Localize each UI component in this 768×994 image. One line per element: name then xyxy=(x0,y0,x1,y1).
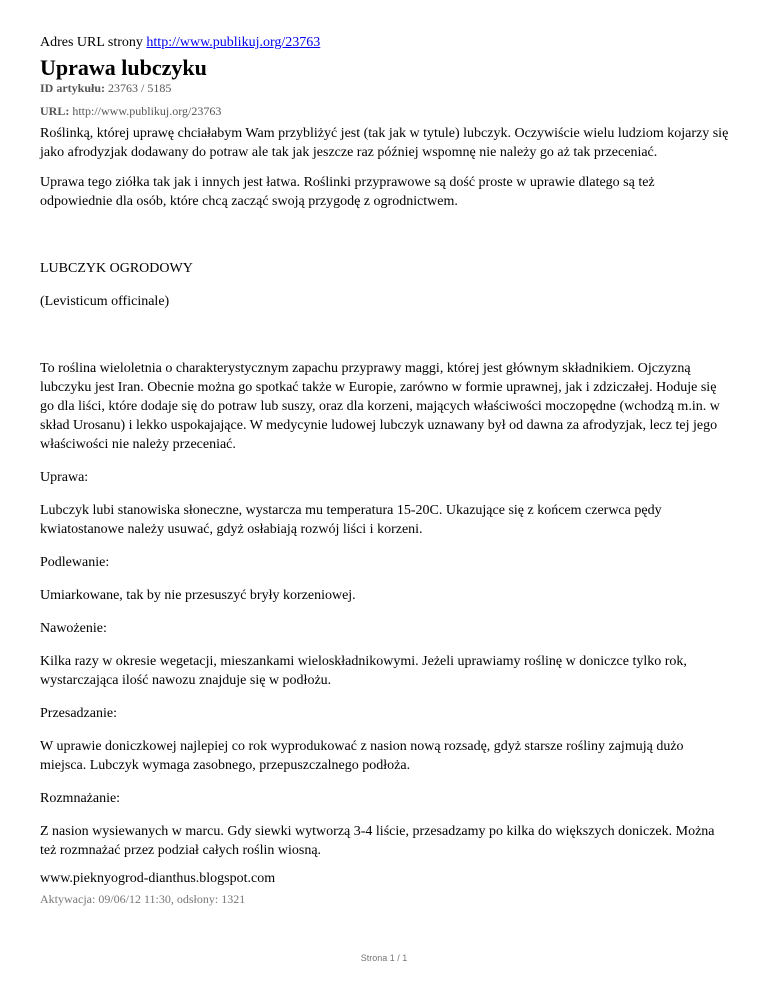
plant-heading: LUBCZYK OGRODOWY xyxy=(40,261,193,276)
section-label-rozmnazanie: Rozmnażanie: xyxy=(40,791,121,806)
section-text-podlewanie: Umiarkowane, tak by nie przesuszyć bryły korzeniowej. xyxy=(40,588,356,603)
article-title: Uprawa lubczyku xyxy=(40,55,207,80)
section-label-uprawa: Uprawa: xyxy=(40,470,89,485)
intro-paragraph: Roślinką, której uprawę chciałabym Wam przybliżyć jest (tak jak w tytule) lubczyk. Oczywiście wielu ludziom kojarzy się jako afrodyzjak dodawany do potraw ale tak jak jeszcze raz później wspomnę nie należy go aż tak przeceniać. xyxy=(40,126,729,160)
latin-name: (Levisticum officinale) xyxy=(40,294,170,309)
page-url-line xyxy=(40,35,320,51)
article-url-label: URL: xyxy=(40,104,70,118)
section-text-uprawa: Lubczyk lubi stanowiska słoneczne, wystarcza mu temperatura 15-20C. Ukazujące się z końcem czerwca pędy kwiatostanowe należy usuwać, gdyż osłabiają rozwój liści i korzeni. xyxy=(40,503,662,537)
section-text-nawozenie: Kilka razy w okresie wegetacji, mieszankami wieloskładnikowymi. Jeżeli uprawiamy roślinę w doniczce tylko rok, wystarczająca ilość nawozu znajduje się w podłożu. xyxy=(40,654,687,688)
article-body xyxy=(40,124,730,860)
section-label-podlewanie: Podlewanie: xyxy=(40,555,110,570)
section-text-przesadzanie: W uprawie doniczkowej najlepiej co rok wyprodukować z nasion nową rozsadę, gdyż starsze rośliny zajmują dużo miejsca. Lubczyk wymaga zasobnego, przepuszczalnego podłoża. xyxy=(40,739,684,773)
page-number: Strona 1 / 1 xyxy=(360,953,408,963)
section-label-przesadzanie: Przesadzanie: xyxy=(40,706,117,721)
article-id-label: ID artykułu: xyxy=(40,81,106,95)
article-id-value: 23763 / 5185 xyxy=(108,81,172,95)
article-url-value: http://www.publikuj.org/23763 xyxy=(72,104,222,118)
section-label-nawozenie: Nawożenie: xyxy=(40,621,107,636)
url-prefix: Adres URL strony xyxy=(40,35,143,50)
second-paragraph: Uprawa tego ziółka tak jak i innych jest łatwa. Roślinki przyprawowe są dość proste w uprawie dlatego są też odpowiednie dla osób, które chcą zacząć swoją przygodę z ogrodnictwem. xyxy=(40,175,655,209)
description-paragraph: To roślina wieloletnia o charakterystycznym zapachu przyprawy maggi, której jest głównym składnikiem. Ojczyzną lubczyku jest Iran. Obecnie można go spotkać także w Europie, zarówno w formie uprawnej, jak i zdziczałej. Hoduje się go dla liści, które dodaje się do potraw lub suszy, oraz dla korzeni, mających właściwości moczopędne (wchodzą m.in. w skład Urosanu) i lekko uspokajające. W medycynie ludowej lubczyk uznawany był od dawna za afrodyzjak, lecz tej jego właściwości nie należy przeceniać. xyxy=(40,361,720,452)
activation-info: Aktywacja: 09/06/12 11:30, odsłony: 1321 xyxy=(40,892,246,906)
section-text-rozmnazanie: Z nasion wysiewanych w marcu. Gdy siewki wytworzą 3-4 liście, przesadzamy po kilka do większych doniczek. Można też rozmnażać przez podział całych roślin wiosną. xyxy=(40,824,715,858)
article-id xyxy=(40,81,171,96)
source-link: www.pieknyogrod-dianthus.blogspot.com xyxy=(40,871,276,886)
article-url-link[interactable]: http://www.publikuj.org/23763 xyxy=(146,35,321,50)
article-url-meta xyxy=(40,104,221,119)
